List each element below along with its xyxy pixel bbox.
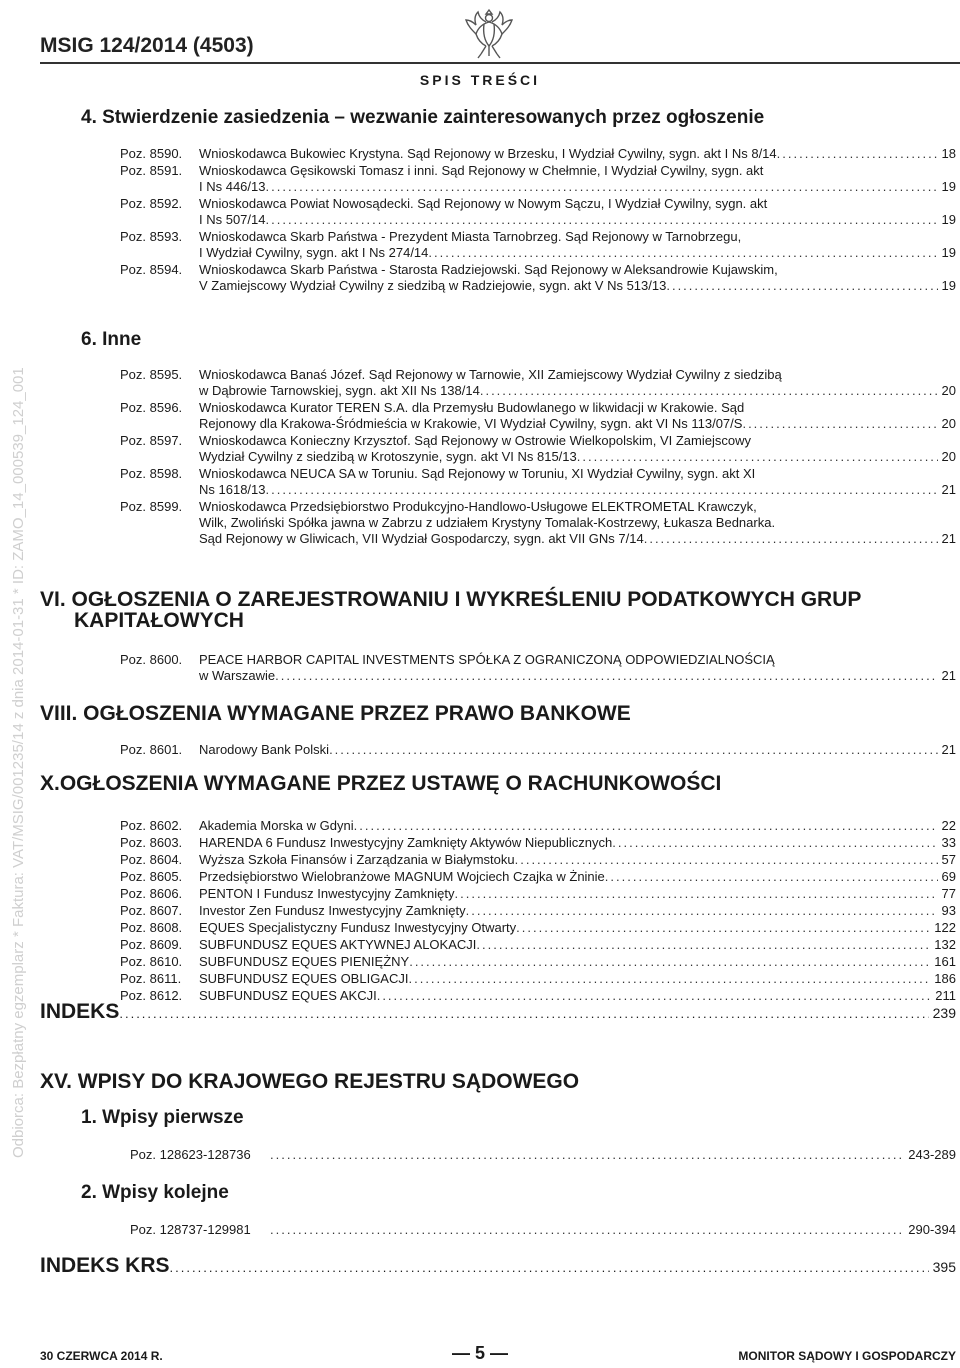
toc-entry[interactable] bbox=[120, 920, 956, 936]
toc-entry[interactable] bbox=[120, 886, 956, 902]
indeks-krs-entry[interactable] bbox=[40, 1254, 956, 1278]
entry-number: Poz. 8594. bbox=[120, 262, 183, 277]
entry-line: Wnioskodawca Kurator TEREN S.A. dla Przemysłu Budowlanego w likwidacji w Krakowie. Sąd bbox=[199, 400, 745, 415]
leader-dots bbox=[408, 971, 930, 987]
entry-line bbox=[199, 416, 956, 432]
entry-line bbox=[199, 146, 956, 162]
leader-dots bbox=[266, 212, 938, 228]
page-number: 20 bbox=[941, 416, 956, 431]
toc-entry[interactable] bbox=[120, 971, 956, 987]
entry-line bbox=[199, 482, 956, 498]
entry-number: Poz. 8604. bbox=[120, 852, 183, 867]
header-rule bbox=[40, 62, 960, 64]
entry-text: Akademia Morska w Gdyni bbox=[199, 818, 354, 833]
entry-text: Ns 1618/13 bbox=[199, 482, 266, 497]
entry-line bbox=[199, 383, 956, 399]
page-number: 21 bbox=[941, 668, 956, 683]
toc-entry[interactable] bbox=[120, 262, 956, 294]
leader-dots bbox=[329, 742, 937, 758]
page-number: 22 bbox=[941, 818, 956, 833]
entry-line bbox=[199, 212, 956, 228]
page-number: 19 bbox=[941, 245, 956, 260]
entry-description bbox=[199, 886, 956, 902]
entry-line bbox=[199, 869, 956, 885]
entry-number: Poz. 8607. bbox=[120, 903, 183, 918]
toc-entry[interactable] bbox=[120, 229, 956, 261]
page-number: 239 bbox=[932, 1005, 956, 1021]
page-number: 243-289 bbox=[908, 1147, 956, 1162]
vertical-watermark: Odbiorca: Bezpłatny egzemplarz * Faktura: VAT/MSIG/001235/14 z dnia 2014-01-31 * ID: ZAMO_14_000539_124_001 bbox=[10, 367, 27, 1158]
entry-line: Wnioskodawca Gęsikowski Tomasz i inni. Sąd Rejonowy w Chełmnie, I Wydział Cywilny, sygn. akt bbox=[199, 163, 764, 178]
leader-dots bbox=[455, 886, 938, 902]
page-number: 395 bbox=[932, 1259, 956, 1275]
entry-number: Poz. 8606. bbox=[120, 886, 183, 901]
page-number: 122 bbox=[934, 920, 956, 935]
leader-dots bbox=[480, 383, 938, 399]
entry-text: I Ns 446/13 bbox=[199, 179, 266, 194]
entry-text: Wydział Cywilny z siedzibą w Krotoszynie, sygn. akt VI Ns 815/13 bbox=[199, 449, 577, 464]
page-number: 290-394 bbox=[908, 1222, 956, 1237]
subsection-heading-wpisy-kolejne: 2. Wpisy kolejne bbox=[81, 1182, 229, 1203]
entry-number: Poz. 8591. bbox=[120, 163, 183, 178]
leader-dots bbox=[476, 937, 930, 953]
leader-dots bbox=[266, 179, 938, 195]
entry-line: PEACE HARBOR CAPITAL INVESTMENTS SPÓŁKA Z OGRANICZONĄ ODPOWIEDZIALNOŚCIĄ bbox=[199, 652, 775, 667]
entry-description bbox=[199, 229, 956, 261]
page-number: 21 bbox=[941, 531, 956, 546]
entry-description bbox=[199, 433, 956, 465]
entry-text: Wyższa Szkoła Finansów i Zarządzania w Białymstoku bbox=[199, 852, 515, 867]
toc-entry[interactable] bbox=[120, 367, 956, 399]
leader-dots bbox=[119, 1006, 928, 1021]
leader-dots bbox=[777, 146, 938, 162]
entry-text: Narodowy Bank Polski bbox=[199, 742, 330, 757]
section-heading-viii: VIII. OGŁOSZENIA WYMAGANE PRZEZ PRAWO BANKOWE bbox=[40, 702, 631, 725]
section-heading-xv: XV. WPISY DO KRAJOWEGO REJESTRU SĄDOWEGO bbox=[40, 1070, 580, 1093]
leader-dots bbox=[170, 1260, 929, 1275]
entry-line: Wnioskodawca Przedsiębiorstwo Produkcyjno-Handlowo-Usługowe ELEKTROMETAL Krawczyk, bbox=[199, 499, 757, 514]
entry-line bbox=[199, 668, 956, 684]
entry-line bbox=[199, 179, 956, 195]
toc-entry[interactable] bbox=[120, 146, 956, 162]
entry-description bbox=[199, 937, 956, 953]
entry-description bbox=[199, 869, 956, 885]
page-number: 69 bbox=[941, 869, 956, 884]
entry-text: w Dąbrowie Tarnowskiej, sygn. akt XII Ns 138/14 bbox=[199, 383, 480, 398]
page-number: 19 bbox=[941, 179, 956, 194]
page-number: 211 bbox=[935, 988, 956, 1003]
entry-text: Rejonowy dla Krakowa-Śródmieścia w Krakowie, VI Wydział Cywilny, sygn. akt VI Ns 113/07/S bbox=[199, 416, 743, 431]
journal-title: MSIG 124/2014 (4503) bbox=[40, 34, 254, 57]
entry-description bbox=[199, 742, 956, 758]
entry-description bbox=[270, 1147, 956, 1163]
entry-line bbox=[199, 852, 956, 868]
entry-description bbox=[199, 367, 956, 399]
toc-entry[interactable] bbox=[120, 988, 956, 1004]
footer-date: 30 CZERWCA 2014 R. bbox=[40, 1349, 163, 1363]
page-number: 18 bbox=[941, 146, 956, 161]
entry-number: Poz. 8603. bbox=[120, 835, 183, 850]
entry-text: PENTON I Fundusz Inwestycyjny Zamknięty bbox=[199, 886, 455, 901]
toc-entry[interactable] bbox=[120, 818, 956, 834]
toc-entry[interactable] bbox=[120, 835, 956, 851]
page-number: 20 bbox=[941, 383, 956, 398]
entry-number: Poz. 8612. bbox=[120, 988, 183, 1003]
entry-text: EQUES Specjalistyczny Fundusz Inwestycyjny Otwarty bbox=[199, 920, 517, 935]
toc-entry[interactable] bbox=[120, 163, 956, 195]
page-number: 77 bbox=[941, 886, 956, 901]
toc-entry[interactable] bbox=[120, 903, 956, 919]
entry-line bbox=[199, 531, 956, 547]
entry-description bbox=[199, 652, 956, 684]
toc-entry[interactable] bbox=[130, 1147, 956, 1163]
entry-number: Poz. 8602. bbox=[120, 818, 183, 833]
entry-line: Wnioskodawca Skarb Państwa - Prezydent Miasta Tarnobrzeg. Sąd Rejonowy w Tarnobrzegu, bbox=[199, 229, 742, 244]
page-number: 19 bbox=[941, 212, 956, 227]
page-number: 132 bbox=[934, 937, 956, 952]
entry-description bbox=[199, 466, 956, 498]
leader-dots bbox=[644, 531, 938, 547]
indeks-krs-heading: INDEKS KRS bbox=[40, 1254, 170, 1277]
entry-text: SUBFUNDUSZ EQUES AKTYWNEJ ALOKACJI bbox=[199, 937, 477, 952]
entry-description bbox=[199, 262, 956, 294]
entry-number: Poz. 8590. bbox=[120, 146, 183, 161]
entry-text: SUBFUNDUSZ EQUES OBLIGACJI bbox=[199, 971, 409, 986]
entry-line: Wnioskodawca Konieczny Krzysztof. Sąd Rejonowy w Ostrowie Wielkopolskim, VI Zamiejscowy bbox=[199, 433, 751, 448]
entry-number: Poz. 128623-128736 bbox=[130, 1147, 251, 1162]
leader-dots bbox=[466, 903, 938, 919]
subsection-heading-4: 4. Stwierdzenie zasiedzenia – wezwanie zainteresowanych przez ogłoszenie bbox=[81, 107, 765, 128]
entry-number: Poz. 8597. bbox=[120, 433, 183, 448]
page-number: 33 bbox=[941, 835, 956, 850]
toc-entry[interactable] bbox=[120, 742, 956, 758]
entry-number: Poz. 8595. bbox=[120, 367, 183, 382]
entry-description bbox=[199, 920, 956, 936]
leader-dots bbox=[409, 954, 930, 970]
page-number: 161 bbox=[934, 954, 956, 969]
entry-line bbox=[199, 278, 956, 294]
page-number: 21 bbox=[941, 742, 956, 757]
page-number: 19 bbox=[941, 278, 956, 293]
entry-line bbox=[270, 1222, 956, 1238]
entry-text: Przedsiębiorstwo Wielobranżowe MAGNUM Wojciech Czajka w Żninie bbox=[199, 869, 605, 884]
toc-entry[interactable] bbox=[120, 196, 956, 228]
page-number: 20 bbox=[941, 449, 956, 464]
entry-number: Poz. 8596. bbox=[120, 400, 183, 415]
entry-text: I Ns 507/14 bbox=[199, 212, 266, 227]
entry-number: Poz. 8609. bbox=[120, 937, 183, 952]
entry-line: Wnioskodawca Banaś Józef. Sąd Rejonowy w Tarnowie, XII Zamiejscowy Wydział Cywilny z siedzibą bbox=[199, 367, 782, 382]
leader-dots bbox=[266, 482, 938, 498]
entry-description bbox=[199, 163, 956, 195]
section-label: SPIS TREŚCI bbox=[419, 72, 541, 88]
page-number: 21 bbox=[941, 482, 956, 497]
footer-page-number: — 5 — bbox=[451, 1343, 508, 1363]
entry-line: Wilk, Zwoliński Spółka jawna w Zabrzu z udziałem Krystyny Tomalak-Kostrzewy, Łukasza Bednarka. bbox=[199, 515, 776, 530]
leader-dots bbox=[270, 1222, 904, 1238]
entry-text: SUBFUNDUSZ EQUES PIENIĘŻNY bbox=[199, 954, 410, 969]
leader-dots bbox=[515, 852, 938, 868]
entry-description bbox=[199, 903, 956, 919]
entry-description bbox=[199, 835, 956, 851]
entry-description bbox=[199, 499, 956, 547]
leader-dots bbox=[354, 818, 938, 834]
leader-dots bbox=[275, 668, 937, 684]
leader-dots bbox=[428, 245, 937, 261]
subsection-heading-6: 6. Inne bbox=[81, 329, 142, 350]
subsection-heading-wpisy-pierwsze: 1. Wpisy pierwsze bbox=[81, 1107, 244, 1128]
entry-line bbox=[199, 920, 956, 936]
entry-text: V Zamiejscowy Wydział Cywilny z siedzibą w Radziejowie, sygn. akt V Ns 513/13 bbox=[199, 278, 667, 293]
leader-dots bbox=[516, 920, 930, 936]
leader-dots bbox=[577, 449, 938, 465]
toc-entry[interactable] bbox=[130, 1222, 956, 1238]
toc-entry[interactable] bbox=[120, 499, 956, 547]
toc-entry[interactable] bbox=[120, 937, 956, 953]
entry-number: Poz. 8608. bbox=[120, 920, 183, 935]
entry-description bbox=[199, 818, 956, 834]
toc-entry[interactable] bbox=[120, 652, 956, 684]
page-number: 57 bbox=[941, 852, 956, 867]
entry-line bbox=[270, 1147, 956, 1163]
polish-eagle-emblem-icon bbox=[464, 6, 514, 62]
page-number: 186 bbox=[934, 971, 956, 986]
page-number: 93 bbox=[941, 903, 956, 918]
entry-description bbox=[199, 400, 956, 432]
entry-number: Poz. 8598. bbox=[120, 466, 183, 481]
entry-text: SUBFUNDUSZ EQUES AKCJI bbox=[199, 988, 377, 1003]
entry-description bbox=[270, 1222, 956, 1238]
entry-number: Poz. 8611. bbox=[120, 971, 182, 986]
entry-description bbox=[199, 852, 956, 868]
entry-line bbox=[199, 903, 956, 919]
toc-entry[interactable] bbox=[120, 466, 956, 498]
entry-number: Poz. 8605. bbox=[120, 869, 183, 884]
entry-line bbox=[199, 971, 956, 987]
entry-description bbox=[199, 954, 956, 970]
entry-number: Poz. 8599. bbox=[120, 499, 183, 514]
leader-dots bbox=[612, 835, 937, 851]
entry-description bbox=[199, 196, 956, 228]
section-heading-x: X.OGŁOSZENIA WYMAGANE PRZEZ USTAWĘ O RACHUNKOWOŚCI bbox=[40, 772, 722, 795]
entry-line bbox=[199, 245, 956, 261]
entry-number: Poz. 8601. bbox=[120, 742, 183, 757]
section-heading-vi-line1: VI. OGŁOSZENIA O ZAREJESTROWANIU I WYKREŚLENIU PODATKOWYCH GRUP bbox=[40, 588, 862, 611]
entry-description bbox=[199, 971, 956, 987]
entry-text: HARENDA 6 Fundusz Inwestycyjny Zamknięty Aktywów Niepublicznych bbox=[199, 835, 613, 850]
entry-line bbox=[199, 449, 956, 465]
entry-line bbox=[199, 937, 956, 953]
toc-entry[interactable] bbox=[120, 433, 956, 465]
toc-entry[interactable] bbox=[120, 852, 956, 868]
leader-dots bbox=[666, 278, 937, 294]
toc-entry[interactable] bbox=[120, 400, 956, 432]
section-heading-vi-line2: KAPITAŁOWYCH bbox=[74, 609, 244, 632]
indeks-heading: INDEKS bbox=[40, 1000, 120, 1023]
entry-line bbox=[199, 742, 956, 758]
entry-text: w Warszawie bbox=[199, 668, 276, 683]
toc-entry[interactable] bbox=[120, 954, 956, 970]
entry-line bbox=[199, 818, 956, 834]
entry-line bbox=[199, 835, 956, 851]
entry-text: Sąd Rejonowy w Gliwicach, VII Wydział Gospodarczy, sygn. akt VII GNs 7/14 bbox=[199, 531, 644, 546]
entry-line bbox=[199, 886, 956, 902]
leader-dots bbox=[742, 416, 937, 432]
entry-line bbox=[199, 954, 956, 970]
entry-line: Wnioskodawca NEUCA SA w Toruniu. Sąd Rejonowy w Toruniu, XI Wydział Cywilny, sygn. akt XI bbox=[199, 466, 756, 481]
entry-number: Poz. 8592. bbox=[120, 196, 183, 211]
entry-description bbox=[199, 146, 956, 162]
leader-dots bbox=[605, 869, 938, 885]
entry-description bbox=[199, 988, 956, 1004]
entry-number: Poz. 8600. bbox=[120, 652, 183, 667]
entry-number: Poz. 128737-129981 bbox=[130, 1222, 251, 1237]
toc-entry[interactable] bbox=[120, 869, 956, 885]
leader-dots bbox=[270, 1147, 904, 1163]
leader-dots bbox=[377, 988, 932, 1004]
entry-number: Poz. 8593. bbox=[120, 229, 183, 244]
entry-text: I Wydział Cywilny, sygn. akt I Ns 274/14 bbox=[199, 245, 429, 260]
entry-line: Wnioskodawca Powiat Nowosądecki. Sąd Rejonowy w Nowym Sączu, I Wydział Cywilny, sygn. akt bbox=[199, 196, 768, 211]
footer-publication: MONITOR SĄDOWY I GOSPODARCZY bbox=[738, 1349, 956, 1363]
entry-line: Wnioskodawca Skarb Państwa - Starosta Radziejowski. Sąd Rejonowy w Aleksandrowie Kujawskim, bbox=[199, 262, 778, 277]
entry-text: Investor Zen Fundusz Inwestycyjny Zamknięty bbox=[199, 903, 466, 918]
entry-number: Poz. 8610. bbox=[120, 954, 183, 969]
entry-line bbox=[199, 988, 956, 1004]
entry-text: Wnioskodawca Bukowiec Krystyna. Sąd Rejonowy w Brzesku, I Wydział Cywilny, sygn. akt I Ns 8/14 bbox=[199, 146, 777, 161]
